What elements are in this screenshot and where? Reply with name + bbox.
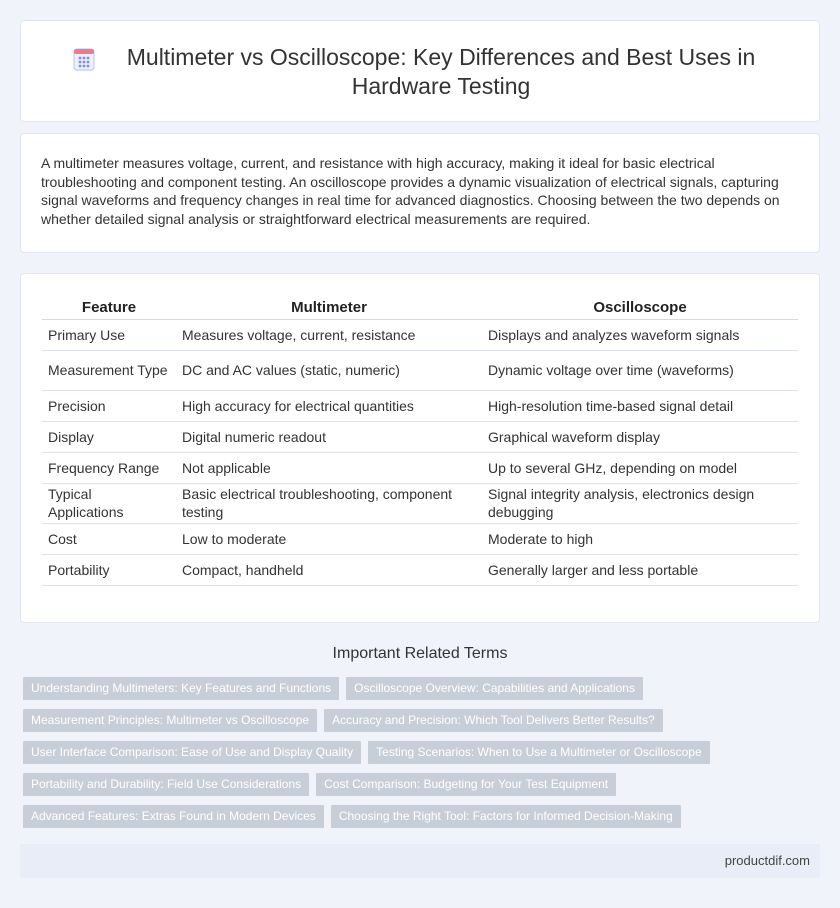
cell-multimeter: Low to moderate — [176, 523, 482, 554]
cell-feature: Precision — [42, 390, 176, 421]
cell-multimeter: Digital numeric readout — [176, 421, 482, 452]
table-row — [42, 319, 798, 350]
related-term-link[interactable]: Portability and Durability: Field Use Considerations — [23, 773, 309, 796]
intro-paragraph: A multimeter measures voltage, current, and resistance with high accuracy, making it ideal for basic electrical troubleshooting and component testing. An oscilloscope provides a dynamic visualization of electrical signals, capturing signal waveforms and frequency changes in real time for advanced diagnostics. Choosing between the two depends on whether detailed signal analysis or straightforward electrical measurements are required. — [41, 155, 780, 227]
cell-multimeter: High accuracy for electrical quantities — [176, 390, 482, 421]
cell-oscilloscope: Moderate to high — [482, 523, 798, 554]
cell-oscilloscope: Dynamic voltage over time (waveforms) — [482, 350, 798, 390]
header-card — [20, 20, 820, 122]
cell-multimeter: Measures voltage, current, resistance — [176, 319, 482, 350]
table-row — [42, 452, 798, 483]
table-row — [42, 554, 798, 585]
related-term-link[interactable]: Cost Comparison: Budgeting for Your Test Equipment — [316, 773, 616, 796]
related-term-link[interactable]: Understanding Multimeters: Key Features and Functions — [23, 677, 339, 700]
cell-oscilloscope: Signal integrity analysis, electronics design debugging — [482, 483, 798, 523]
intro-card — [20, 133, 820, 253]
cell-feature: Portability — [42, 554, 176, 585]
cell-multimeter: Compact, handheld — [176, 554, 482, 585]
cell-feature: Frequency Range — [42, 452, 176, 483]
related-term-link[interactable]: Accuracy and Precision: Which Tool Delivers Better Results? — [324, 709, 663, 732]
footer — [20, 844, 820, 878]
header-multimeter: Multimeter — [176, 297, 482, 319]
related-term-link[interactable]: Testing Scenarios: When to Use a Multimeter or Oscilloscope — [368, 741, 709, 764]
tag-row — [23, 709, 813, 732]
related-term-link[interactable]: Oscilloscope Overview: Capabilities and Applications — [346, 677, 643, 700]
related-terms-list — [23, 677, 813, 837]
page-title: Multimeter vs Oscilloscope: Key Differences and Best Uses in Hardware Testing — [126, 44, 756, 99]
table-row — [42, 421, 798, 452]
cell-feature: Display — [42, 421, 176, 452]
cell-feature: Cost — [42, 523, 176, 554]
table-row — [42, 483, 798, 523]
cell-oscilloscope: Up to several GHz, depending on model — [482, 452, 798, 483]
table-row — [42, 390, 798, 421]
cell-feature: Primary Use — [42, 319, 176, 350]
header-feature: Feature — [42, 297, 176, 319]
cell-oscilloscope: High-resolution time-based signal detail — [482, 390, 798, 421]
cell-feature: Typical Applications — [42, 483, 176, 523]
cell-oscilloscope: Displays and analyzes waveform signals — [482, 319, 798, 350]
cell-multimeter: Basic electrical troubleshooting, component testing — [176, 483, 482, 523]
tag-row — [23, 741, 813, 764]
tag-row — [23, 677, 813, 700]
table-row — [42, 350, 798, 390]
related-term-link[interactable]: User Interface Comparison: Ease of Use and Display Quality — [23, 741, 361, 764]
related-terms-heading: Important Related Terms — [332, 645, 508, 662]
footer-site-link[interactable]: productdif.com — [724, 853, 810, 868]
related-term-link[interactable]: Measurement Principles: Multimeter vs Oscilloscope — [23, 709, 317, 732]
table-header-row — [42, 297, 798, 319]
cell-oscilloscope: Graphical waveform display — [482, 421, 798, 452]
tag-row — [23, 773, 813, 796]
related-term-link[interactable]: Advanced Features: Extras Found in Modern Devices — [23, 805, 324, 828]
cell-oscilloscope: Generally larger and less portable — [482, 554, 798, 585]
tag-row — [23, 805, 813, 828]
cell-feature: Measurement Type — [42, 350, 176, 390]
cell-multimeter: Not applicable — [176, 452, 482, 483]
comparison-card — [20, 273, 820, 623]
cell-multimeter: DC and AC values (static, numeric) — [176, 350, 482, 390]
table-row — [42, 523, 798, 554]
related-term-link[interactable]: Choosing the Right Tool: Factors for Informed Decision-Making — [331, 805, 681, 828]
header-oscilloscope: Oscilloscope — [482, 297, 798, 319]
comparison-table — [42, 297, 798, 586]
